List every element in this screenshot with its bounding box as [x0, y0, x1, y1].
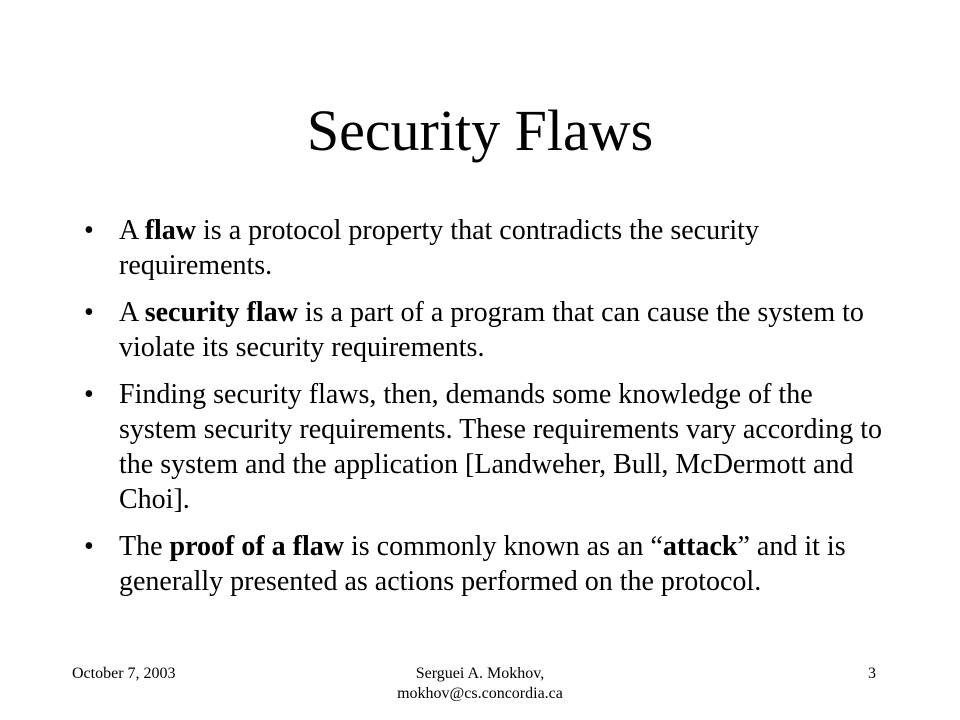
footer-page-number: 3 [868, 665, 876, 682]
bullet-item-flaw [84, 213, 884, 283]
bold-term: flaw [144, 215, 197, 246]
bullet-text: Finding security flaws, then, demands some knowledge of the system security requirements. These requirements vary according to the system and the application [Landweher, Bull, McDermott and Choi]. [119, 379, 883, 515]
bullet-text: A security flaw is a part of a program that can cause the system to violate its security requirements. [119, 297, 864, 363]
bold-term: proof of a flaw [169, 531, 344, 562]
footer-author-email: mokhov@cs.concordia.ca [397, 685, 563, 702]
bullet-icon: • [84, 531, 94, 562]
footer-author [330, 664, 630, 704]
bullet-item-finding-flaws [84, 377, 884, 517]
bullet-item-proof-of-flaw [84, 529, 884, 599]
bullet-icon: • [84, 297, 94, 328]
bullet-icon: • [84, 379, 94, 410]
bullet-text: A flaw is a protocol property that contradicts the security requirements. [119, 215, 759, 281]
bullet-text: The proof of a flaw is commonly known as an “attack” and it is generally presented as actions performed on the protocol. [119, 531, 846, 597]
footer-date: October 7, 2003 [72, 665, 176, 682]
bold-term: attack [662, 531, 738, 562]
bullet-icon: • [84, 215, 94, 246]
slide-title: Security Flaws [306, 98, 654, 163]
footer-author-name: Serguei A. Mokhov, [415, 665, 545, 682]
bold-term: security flaw [144, 297, 298, 328]
bullet-item-security-flaw [84, 295, 884, 365]
bullet-list [84, 213, 884, 611]
